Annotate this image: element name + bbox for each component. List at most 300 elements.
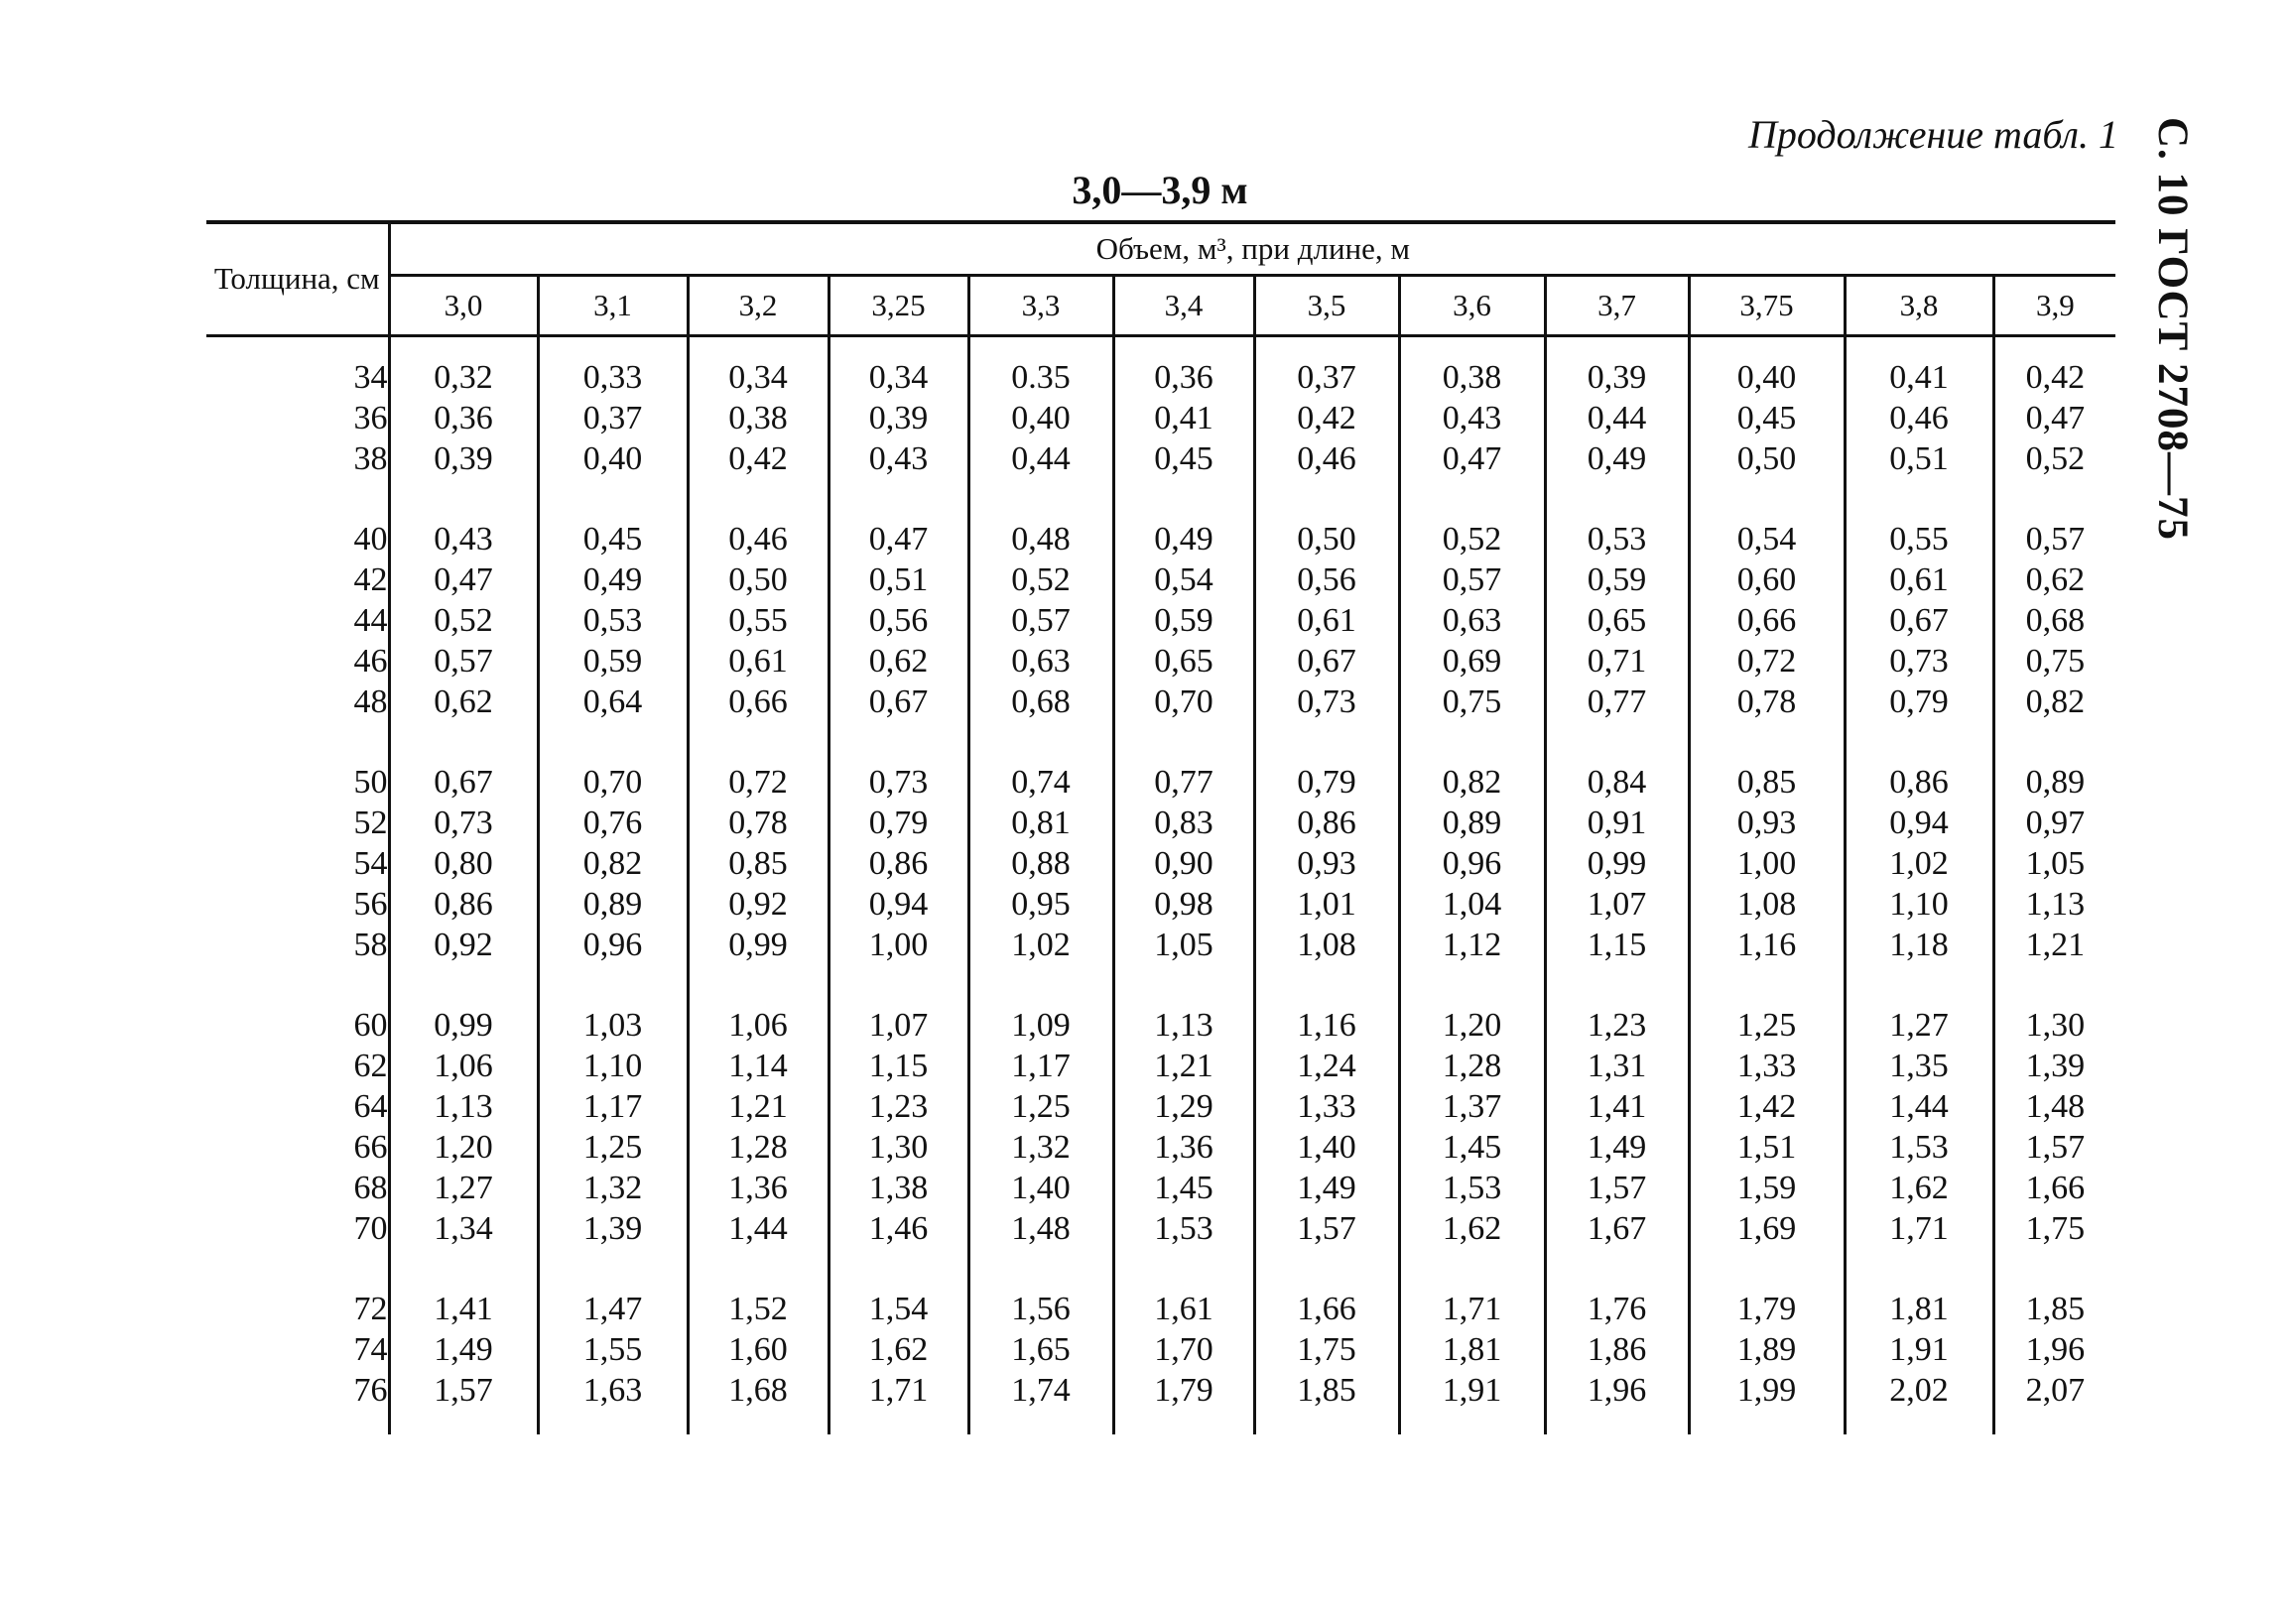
volume-cell: 0,34 <box>829 357 968 398</box>
table-row <box>206 438 2115 479</box>
volume-cell: 1,33 <box>1254 1086 1399 1127</box>
volume-cell: 1,40 <box>1254 1127 1399 1168</box>
table-row <box>206 600 2115 641</box>
table-row <box>206 843 2115 884</box>
volume-cell: 0,60 <box>1689 559 1845 600</box>
volume-cell: 1,57 <box>389 1370 538 1411</box>
volume-cell: 0,41 <box>1113 398 1254 438</box>
volume-cell: 1,36 <box>688 1168 829 1208</box>
volume-cell: 0,86 <box>389 884 538 925</box>
volume-cell: 1,54 <box>829 1289 968 1329</box>
volume-cell: 0,42 <box>2025 359 2086 396</box>
volume-cell: 1,06 <box>389 1046 538 1086</box>
table-row <box>206 1329 2115 1370</box>
volume-cell: 0,66 <box>688 682 829 722</box>
volume-cell: 0,93 <box>1689 803 1845 843</box>
volume-cell: 0,75 <box>1399 682 1545 722</box>
volume-cell: 2,02 <box>1845 1370 1993 1411</box>
volume-cell: 0,39 <box>829 398 968 438</box>
volume-cell: 0,41 <box>1845 357 1993 398</box>
volume-cell: 1,21 <box>2025 927 2086 963</box>
volume-cell: 0,39 <box>389 438 538 479</box>
volume-cell: 0,50 <box>688 559 829 600</box>
table-row <box>206 803 2115 843</box>
volume-cell: 0,59 <box>1113 600 1254 641</box>
volume-cell: 0,36 <box>1113 357 1254 398</box>
volume-cell: 1,14 <box>688 1046 829 1086</box>
volume-cell: 0,45 <box>538 519 688 559</box>
volume-cell: 0,52 <box>389 600 538 641</box>
volume-cell: 1,39 <box>538 1208 688 1249</box>
volume-cell: 0,52 <box>968 559 1113 600</box>
volume-cell: 0,52 <box>1399 519 1545 559</box>
volume-cell: 1,33 <box>1689 1046 1845 1086</box>
volume-cell: 1,21 <box>1113 1046 1254 1086</box>
volume-cell: 1,68 <box>688 1370 829 1411</box>
volume-cell: 1,10 <box>538 1046 688 1086</box>
volume-cell: 0,40 <box>538 438 688 479</box>
table-body <box>206 336 2115 1435</box>
volume-cell: 0,46 <box>1845 398 1993 438</box>
volume-cell: 1,74 <box>968 1370 1113 1411</box>
volume-cell: 0,71 <box>1545 641 1689 682</box>
volume-cell: 0,73 <box>1254 682 1399 722</box>
volume-cell: 0,77 <box>1113 762 1254 803</box>
volume-cell: 0,86 <box>829 843 968 884</box>
table-row <box>206 1289 2115 1329</box>
volume-cell: 1,75 <box>1254 1329 1399 1370</box>
volume-cell: 0,49 <box>1545 438 1689 479</box>
volume-cell: 0,63 <box>968 641 1113 682</box>
volume-cell: 0,94 <box>1845 803 1993 843</box>
thickness-cell: 50 <box>206 762 389 803</box>
volume-cell: 1,49 <box>389 1329 538 1370</box>
volume-cell: 1,47 <box>538 1289 688 1329</box>
thickness-cell: 72 <box>206 1289 389 1329</box>
volume-cell: 0,46 <box>1254 438 1399 479</box>
volume-cell: 1,02 <box>1845 843 1993 884</box>
volume-cell: 0,82 <box>2025 683 2086 720</box>
table-row <box>206 1168 2115 1208</box>
volume-cell: 0,94 <box>829 884 968 925</box>
volume-cell: 1,56 <box>968 1289 1113 1329</box>
table-row <box>206 1208 2115 1249</box>
volume-cell: 0,77 <box>1545 682 1689 722</box>
volume-cell: 1,36 <box>1113 1127 1254 1168</box>
volume-cell: 1,53 <box>1113 1208 1254 1249</box>
volume-cell: 1,52 <box>688 1289 829 1329</box>
table-row <box>206 519 2115 559</box>
volume-cell: 0,43 <box>389 519 538 559</box>
length-header-cell: 3,9 <box>1993 276 2115 336</box>
thickness-cell: 48 <box>206 682 389 722</box>
volume-cell: 0,78 <box>1689 682 1845 722</box>
volume-cell: 1,71 <box>1845 1208 1993 1249</box>
volume-cell: 0,53 <box>1545 519 1689 559</box>
volume-cell: 1,44 <box>1845 1086 1993 1127</box>
volume-cell: 1,70 <box>1113 1329 1254 1370</box>
volume-cell: 0,79 <box>1254 762 1399 803</box>
volume-cell: 0,59 <box>538 641 688 682</box>
thickness-cell: 76 <box>206 1370 389 1411</box>
volume-cell: 1,75 <box>2025 1210 2086 1247</box>
volume-cell: 1,76 <box>1545 1289 1689 1329</box>
volume-cell: 1,96 <box>1545 1370 1689 1411</box>
volume-cell: 0,40 <box>968 398 1113 438</box>
table-row <box>206 1086 2115 1127</box>
volume-cell: 0,73 <box>1845 641 1993 682</box>
thickness-cell: 66 <box>206 1127 389 1168</box>
volume-cell: 1,45 <box>1113 1168 1254 1208</box>
volume-cell: 0,38 <box>1399 357 1545 398</box>
volume-cell: 0,81 <box>968 803 1113 843</box>
volume-cell: 0,47 <box>389 559 538 600</box>
volume-cell: 1,15 <box>1545 925 1689 965</box>
volume-cell: 0,89 <box>2025 764 2086 801</box>
volume-cell: 1,25 <box>1689 1005 1845 1046</box>
volume-cell: 0,76 <box>538 803 688 843</box>
volume-cell: 0,72 <box>1689 641 1845 682</box>
volume-cell: 0,82 <box>1399 762 1545 803</box>
thickness-cell: 42 <box>206 559 389 600</box>
volume-cell: 1,31 <box>1545 1046 1689 1086</box>
length-header-cell: 3,1 <box>538 276 688 336</box>
volume-cell: 0,67 <box>389 762 538 803</box>
volume-cell: 0,70 <box>1113 682 1254 722</box>
volume-cell: 1,16 <box>1254 1005 1399 1046</box>
volume-cell: 0,95 <box>968 884 1113 925</box>
volume-cell: 0,61 <box>688 641 829 682</box>
length-header-cell: 3,0 <box>389 276 538 336</box>
table-row <box>206 682 2115 722</box>
volume-cell: 0,92 <box>389 925 538 965</box>
volume-cell: 1,79 <box>1689 1289 1845 1329</box>
volume-cell: 0,53 <box>538 600 688 641</box>
volume-cell: 0,72 <box>688 762 829 803</box>
volume-cell: 1,04 <box>1399 884 1545 925</box>
volume-cell: 0,99 <box>688 925 829 965</box>
volume-cell: 1,41 <box>389 1289 538 1329</box>
table-row <box>206 357 2115 398</box>
table-row <box>206 398 2115 438</box>
volume-cell: 1,63 <box>538 1370 688 1411</box>
volume-cell: 0,99 <box>389 1005 538 1046</box>
volume-cell: 0,55 <box>1845 519 1993 559</box>
volume-cell: 1,17 <box>968 1046 1113 1086</box>
volume-table <box>206 220 2115 1434</box>
volume-cell: 0,57 <box>968 600 1113 641</box>
volume-cell: 1,40 <box>968 1168 1113 1208</box>
volume-cell: 0,63 <box>1399 600 1545 641</box>
volume-cell: 1,23 <box>1545 1005 1689 1046</box>
volume-cell: 1,81 <box>1399 1329 1545 1370</box>
volume-cell: 1,66 <box>1254 1289 1399 1329</box>
volume-cell: 0,51 <box>829 559 968 600</box>
volume-cell: 1,37 <box>1399 1086 1545 1127</box>
volume-cell: 1,41 <box>1545 1086 1689 1127</box>
volume-cell: 0,83 <box>1113 803 1254 843</box>
volume-cell: 0,55 <box>688 600 829 641</box>
volume-cell: 1,21 <box>688 1086 829 1127</box>
table-row <box>206 641 2115 682</box>
thickness-header: Толщина, см <box>206 222 389 336</box>
volume-cell: 1,96 <box>2025 1331 2086 1368</box>
thickness-cell: 38 <box>206 438 389 479</box>
volume-cell: 1,49 <box>1254 1168 1399 1208</box>
thickness-cell: 56 <box>206 884 389 925</box>
volume-cell: 0,49 <box>538 559 688 600</box>
volume-cell: 1,53 <box>1399 1168 1545 1208</box>
length-header-cell: 3,3 <box>968 276 1113 336</box>
volume-cell: 1,62 <box>829 1329 968 1370</box>
volume-cell: 1,91 <box>1845 1329 1993 1370</box>
volume-cell: 0,86 <box>1254 803 1399 843</box>
table-row <box>206 1127 2115 1168</box>
volume-cell: 0,97 <box>2025 805 2086 841</box>
volume-cell: 0,85 <box>1689 762 1845 803</box>
volume-cell: 1,44 <box>688 1208 829 1249</box>
thickness-cell: 34 <box>206 357 389 398</box>
volume-cell: 0,61 <box>1254 600 1399 641</box>
volume-cell: 1,05 <box>2025 845 2086 882</box>
volume-cell: 0,64 <box>538 682 688 722</box>
volume-cell: 1,17 <box>538 1086 688 1127</box>
volume-cell: 1,86 <box>1545 1329 1689 1370</box>
table-row <box>206 559 2115 600</box>
volume-cell: 1,25 <box>968 1086 1113 1127</box>
volume-cell: 0,43 <box>1399 398 1545 438</box>
volume-cell: 0,56 <box>1254 559 1399 600</box>
volume-cell: 1,28 <box>688 1127 829 1168</box>
volume-cell: 0,38 <box>688 398 829 438</box>
volume-header: Объем, м³, при длине, м <box>389 222 2115 276</box>
volume-cell: 1,32 <box>968 1127 1113 1168</box>
table-row <box>206 884 2115 925</box>
volume-cell: 0,40 <box>1689 357 1845 398</box>
volume-cell: 1,01 <box>1254 884 1399 925</box>
volume-cell: 0,57 <box>389 641 538 682</box>
range-title: 3,0—3,9 м <box>1072 168 1248 212</box>
volume-cell: 0,32 <box>389 357 538 398</box>
volume-cell: 1,53 <box>1845 1127 1993 1168</box>
volume-cell: 0,57 <box>1399 559 1545 600</box>
volume-cell: 0,89 <box>538 884 688 925</box>
length-header-cell: 3,6 <box>1399 276 1545 336</box>
thickness-cell: 60 <box>206 1005 389 1046</box>
volume-cell: 0,84 <box>1545 762 1689 803</box>
volume-cell: 0,48 <box>968 519 1113 559</box>
volume-cell: 0,46 <box>688 519 829 559</box>
volume-cell: 0,44 <box>968 438 1113 479</box>
volume-cell: 1,62 <box>1845 1168 1993 1208</box>
volume-cell: 1,71 <box>1399 1289 1545 1329</box>
volume-cell: 0,73 <box>829 762 968 803</box>
volume-cell: 1,45 <box>1399 1127 1545 1168</box>
volume-cell: 0,89 <box>1399 803 1545 843</box>
volume-cell: 1,09 <box>968 1005 1113 1046</box>
length-header-cell: 3,25 <box>829 276 968 336</box>
volume-cell: 1,05 <box>1113 925 1254 965</box>
thickness-cell: 74 <box>206 1329 389 1370</box>
volume-cell: 1,30 <box>829 1127 968 1168</box>
continuation-label: Продолжение табл. 1 <box>1747 112 2118 157</box>
thickness-cell: 68 <box>206 1168 389 1208</box>
length-header-cell: 3,2 <box>688 276 829 336</box>
volume-cell: 0,96 <box>538 925 688 965</box>
volume-cell: 1,60 <box>688 1329 829 1370</box>
volume-cell: 1,65 <box>968 1329 1113 1370</box>
volume-cell: 0,88 <box>968 843 1113 884</box>
volume-cell: 0,36 <box>389 398 538 438</box>
volume-cell: 1,15 <box>829 1046 968 1086</box>
volume-cell: 0,62 <box>2025 561 2086 598</box>
volume-cell: 1,06 <box>688 1005 829 1046</box>
thickness-cell: 46 <box>206 641 389 682</box>
thickness-cell: 36 <box>206 398 389 438</box>
volume-cell: 1,99 <box>1689 1370 1845 1411</box>
volume-cell: 0,54 <box>1113 559 1254 600</box>
volume-cell: 1,67 <box>1545 1208 1689 1249</box>
thickness-cell: 40 <box>206 519 389 559</box>
volume-cell: 0,52 <box>2025 440 2086 477</box>
volume-cell: 0,80 <box>389 843 538 884</box>
volume-cell: 1,02 <box>968 925 1113 965</box>
length-header-cell: 3,8 <box>1845 276 1993 336</box>
volume-cell: 1,03 <box>538 1005 688 1046</box>
volume-cell: 0.35 <box>968 357 1113 398</box>
volume-cell: 0,59 <box>1545 559 1689 600</box>
volume-cell: 1,46 <box>829 1208 968 1249</box>
thickness-cell: 64 <box>206 1086 389 1127</box>
volume-cell: 1,13 <box>2025 886 2086 923</box>
volume-cell: 1,57 <box>1254 1208 1399 1249</box>
length-header-cell: 3,4 <box>1113 276 1254 336</box>
volume-cell: 0,99 <box>1545 843 1689 884</box>
volume-cell: 1,08 <box>1689 884 1845 925</box>
volume-cell: 1,71 <box>829 1370 968 1411</box>
volume-cell: 0,47 <box>1399 438 1545 479</box>
volume-cell: 1,51 <box>1689 1127 1845 1168</box>
volume-cell: 1,16 <box>1689 925 1845 965</box>
volume-cell: 0,47 <box>829 519 968 559</box>
volume-cell: 0,56 <box>829 600 968 641</box>
volume-cell: 1,13 <box>389 1086 538 1127</box>
volume-cell: 0,67 <box>1845 600 1993 641</box>
volume-cell: 0,49 <box>1113 519 1254 559</box>
volume-cell: 0,90 <box>1113 843 1254 884</box>
thickness-cell: 44 <box>206 600 389 641</box>
volume-cell: 1,62 <box>1399 1208 1545 1249</box>
volume-cell: 1,18 <box>1845 925 1993 965</box>
volume-cell: 0,57 <box>2025 521 2086 558</box>
volume-cell: 1,61 <box>1113 1289 1254 1329</box>
volume-cell: 1,48 <box>968 1208 1113 1249</box>
volume-cell: 0,67 <box>1254 641 1399 682</box>
volume-cell: 0,96 <box>1399 843 1545 884</box>
volume-cell: 0,85 <box>688 843 829 884</box>
volume-cell: 1,12 <box>1399 925 1545 965</box>
volume-cell: 1,20 <box>1399 1005 1545 1046</box>
volume-cell: 1,81 <box>1845 1289 1993 1329</box>
volume-cell: 1,85 <box>2025 1291 2086 1327</box>
table-row <box>206 1005 2115 1046</box>
volume-cell: 1,28 <box>1399 1046 1545 1086</box>
volume-cell: 2,07 <box>2025 1372 2086 1409</box>
volume-cell: 0,51 <box>1845 438 1993 479</box>
thickness-cell: 58 <box>206 925 389 965</box>
thickness-cell: 54 <box>206 843 389 884</box>
volume-cell: 1,30 <box>2025 1007 2086 1044</box>
volume-cell: 1,57 <box>2025 1129 2086 1166</box>
volume-cell: 0,62 <box>389 682 538 722</box>
length-header-cell: 3,5 <box>1254 276 1399 336</box>
volume-cell: 1,10 <box>1845 884 1993 925</box>
volume-cell: 0,43 <box>829 438 968 479</box>
volume-cell: 1,24 <box>1254 1046 1399 1086</box>
page-standard-header: С. 10 ГОСТ 2708—75 <box>2149 117 2196 542</box>
volume-cell: 1,23 <box>829 1086 968 1127</box>
volume-cell: 1,79 <box>1113 1370 1254 1411</box>
volume-cell: 1,07 <box>1545 884 1689 925</box>
volume-cell: 0,44 <box>1545 398 1689 438</box>
volume-cell: 1,85 <box>1254 1370 1399 1411</box>
volume-cell: 0,75 <box>2025 643 2086 680</box>
volume-cell: 1,00 <box>829 925 968 965</box>
table-row <box>206 925 2115 965</box>
volume-cell: 1,38 <box>829 1168 968 1208</box>
volume-cell: 1,13 <box>1113 1005 1254 1046</box>
volume-cell: 1,49 <box>1545 1127 1689 1168</box>
length-header-row <box>206 276 2115 336</box>
volume-cell: 1,29 <box>1113 1086 1254 1127</box>
volume-cell: 1,59 <box>1689 1168 1845 1208</box>
volume-cell: 1,32 <box>538 1168 688 1208</box>
volume-cell: 1,07 <box>829 1005 968 1046</box>
volume-cell: 0,33 <box>538 357 688 398</box>
volume-cell: 0,42 <box>1254 398 1399 438</box>
volume-cell: 0,62 <box>829 641 968 682</box>
volume-cell: 1,42 <box>1689 1086 1845 1127</box>
volume-cell: 0,42 <box>688 438 829 479</box>
volume-cell: 1,27 <box>389 1168 538 1208</box>
length-header-cell: 3,75 <box>1689 276 1845 336</box>
volume-cell: 0,34 <box>688 357 829 398</box>
volume-cell: 1,89 <box>1689 1329 1845 1370</box>
volume-cell: 0,78 <box>688 803 829 843</box>
volume-cell: 0,45 <box>1113 438 1254 479</box>
volume-cell: 0,82 <box>538 843 688 884</box>
volume-cell: 0,68 <box>968 682 1113 722</box>
volume-cell: 1,66 <box>2025 1170 2086 1206</box>
volume-cell: 1,91 <box>1399 1370 1545 1411</box>
volume-cell: 1,48 <box>2025 1088 2086 1125</box>
volume-cell: 1,57 <box>1545 1168 1689 1208</box>
volume-cell: 0,69 <box>1399 641 1545 682</box>
volume-cell: 1,39 <box>2025 1048 2086 1084</box>
volume-cell: 0,98 <box>1113 884 1254 925</box>
volume-cell: 0,73 <box>389 803 538 843</box>
volume-cell: 0,79 <box>1845 682 1993 722</box>
volume-cell: 0,91 <box>1545 803 1689 843</box>
table-row <box>206 1046 2115 1086</box>
volume-cell: 0,65 <box>1545 600 1689 641</box>
volume-cell: 0,50 <box>1254 519 1399 559</box>
volume-cell: 0,54 <box>1689 519 1845 559</box>
volume-cell: 1,20 <box>389 1127 538 1168</box>
volume-cell: 1,35 <box>1845 1046 1993 1086</box>
table-row <box>206 762 2115 803</box>
volume-cell: 0,50 <box>1689 438 1845 479</box>
